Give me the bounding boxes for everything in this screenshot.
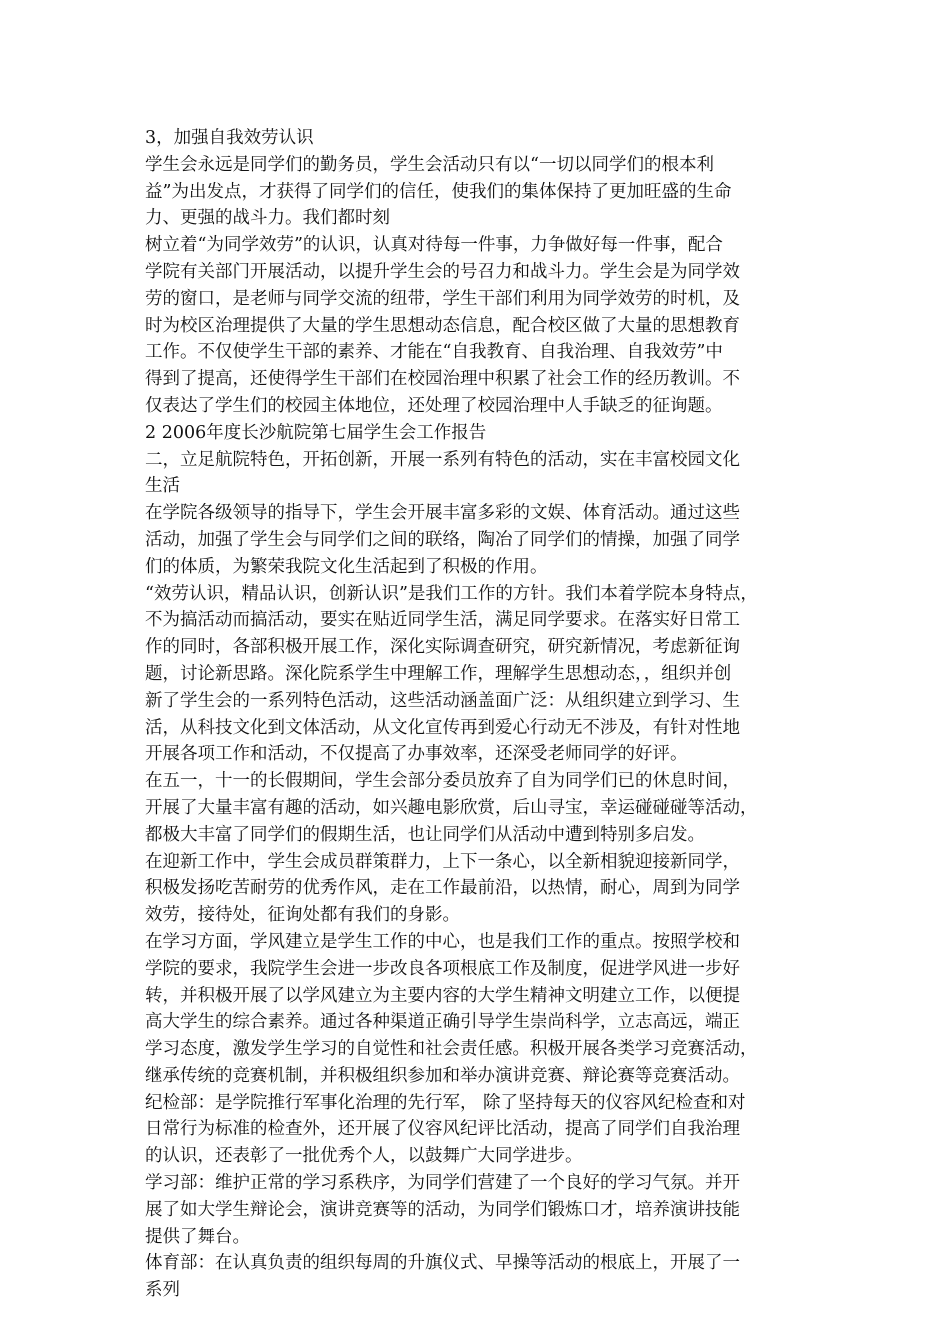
text-line: 活，从科技文化到文体活动，从文化宣传再到爱心行动无不涉及，有针对性地 — [145, 717, 740, 738]
text-line: 学院有关部门开展活动，以提升学生会的号召力和战斗力。学生会是为同学效 — [145, 261, 740, 282]
heading-report-title: 2 2006年度长沙航院第七届学生会工作报告 — [145, 422, 487, 443]
text-line: 系列 — [145, 1280, 180, 1301]
text-line: 活动，加强了学生会与同学们之间的联络，陶冶了同学们的情操，加强了同学 — [145, 529, 740, 550]
text-line: 转，并积极开展了以学风建立为主要内容的大学生精神文明建立工作，以便提 — [145, 985, 740, 1006]
text-line: 都极大丰富了同学们的假期生活，也让同学们从活动中遭到特别多启发。 — [145, 824, 705, 845]
text-line: 力、更强的战斗力。我们都时刻 — [145, 208, 390, 229]
text-line: 在学院各级领导的指导下，学生会开展丰富多彩的文娱、体育活动。通过这些 — [145, 503, 740, 524]
heading-section-two-cont: 生活 — [145, 476, 180, 497]
text-line: 在五一，十一的长假期间，学生会部分委员放弃了自为同学们已的休息时间， — [145, 771, 740, 792]
text-line: 提供了舞台。 — [145, 1226, 250, 1247]
text-line: 仅表达了学生们的校园主体地位，还处理了校园治理中人手缺乏的征询题。 — [145, 395, 723, 416]
text-line: 学院的要求，我院学生会进一步改良各项根底工作及制度，促进学风进一步好 — [145, 958, 740, 979]
text-line: 学习部：维护正常的学习系秩序，为同学们营建了一个良好的学习气氛。并开 — [145, 1173, 740, 1194]
text-line: 继承传统的竞赛机制，并积极组织参加和举办演讲竞赛、辩论赛等竞赛活动。 — [145, 1065, 740, 1086]
document-body — [145, 125, 810, 1304]
text-line: 展了如大学生辩论会，演讲竞赛等的活动，为同学们锻炼口才，培养演讲技能 — [145, 1199, 740, 1220]
text-line: 学生会永远是同学们的勤务员，学生会活动只有以“一切以同学们的根本利 — [145, 154, 714, 175]
text-line: 体育部：在认真负责的组织每周的升旗仪式、早操等活动的根底上，开展了一 — [145, 1253, 740, 1274]
heading-self-service: 3，加强自我效劳认识 — [145, 128, 314, 148]
text-line: 树立着“为同学效劳”的认识，认真对待每一件事，力争做好每一件事，配合 — [145, 235, 723, 256]
text-line: 学习态度，激发学生学习的自觉性和社会责任感。积极开展各类学习竞赛活动， — [145, 1039, 758, 1060]
text-line: 得到了提高，还使得学生干部们在校园治理中积累了社会工作的经历教训。不 — [145, 369, 740, 390]
text-line: 作的同时，各部积极开展工作，深化实际调查研究，研究新情况，考虑新征询 — [145, 637, 740, 658]
text-line: 日常行为标准的检查外，还开展了仪容风纪评比活动，提高了同学们自我治理 — [145, 1119, 740, 1140]
text-line: 工作。不仅使学生干部的素养、才能在“自我教育、自我治理、自我效劳”中 — [145, 342, 723, 363]
text-line: 开展各项工作和活动，不仅提高了办事效率，还深受老师同学的好评。 — [145, 744, 688, 765]
text-line: 效劳，接待处，征询处都有我们的身影。 — [145, 905, 460, 926]
text-line: “效劳认识，精品认识，创新认识”是我们工作的方针。我们本着学院本身特点， — [145, 583, 758, 604]
text-line: 在学习方面，学风建立是学生工作的中心，也是我们工作的重点。按照学校和 — [145, 931, 740, 952]
text-line: 纪检部：是学院推行军事化治理的先行军， 除了坚持每天的仪容风纪检查和对 — [145, 1092, 746, 1113]
text-line: 积极发扬吃苦耐劳的优秀作风，走在工作最前沿，以热情，耐心，周到为同学 — [145, 878, 740, 899]
text-line: 益”为出发点，才获得了同学们的信任，使我们的集体保持了更加旺盛的生命 — [145, 181, 732, 202]
text-line: 劳的窗口，是老师与同学交流的纽带，学生干部们利用为同学效劳的时机，及 — [145, 288, 740, 309]
text-line: 开展了大量丰富有趣的活动，如兴趣电影欣赏，后山寻宝，幸运碰碰碰等活动， — [145, 797, 758, 818]
text-line: 时为校区治理提供了大量的学生思想动态信息，配合校区做了大量的思想教育 — [145, 315, 740, 336]
text-line: 的认识，还表彰了一批优秀个人，以鼓舞广大同学进步。 — [145, 1146, 583, 1167]
text-line: 不为搞活动而搞活动，要实在贴近同学生活，满足同学要求。在落实好日常工 — [145, 610, 740, 631]
text-line: 们的体质，为繁荣我院文化生活起到了积极的作用。 — [145, 556, 548, 577]
text-line: 在迎新工作中，学生会成员群策群力，上下一条心，以全新相貌迎接新同学， — [145, 851, 740, 872]
text-line: 高大学生的综合素养。通过各种渠道正确引导学生崇尚科学，立志高远，端正 — [145, 1012, 740, 1033]
text-line: 题，讨论新思路。深化院系学生中理解工作，理解学生思想动态，，组织并创 — [145, 663, 732, 684]
text-line: 新了学生会的一系列特色活动，这些活动涵盖面广泛：从组织建立到学习、生 — [145, 690, 740, 711]
heading-section-two: 二，立足航院特色，开拓创新，开展一系列有特色的活动，实在丰富校园文化 — [145, 449, 740, 470]
